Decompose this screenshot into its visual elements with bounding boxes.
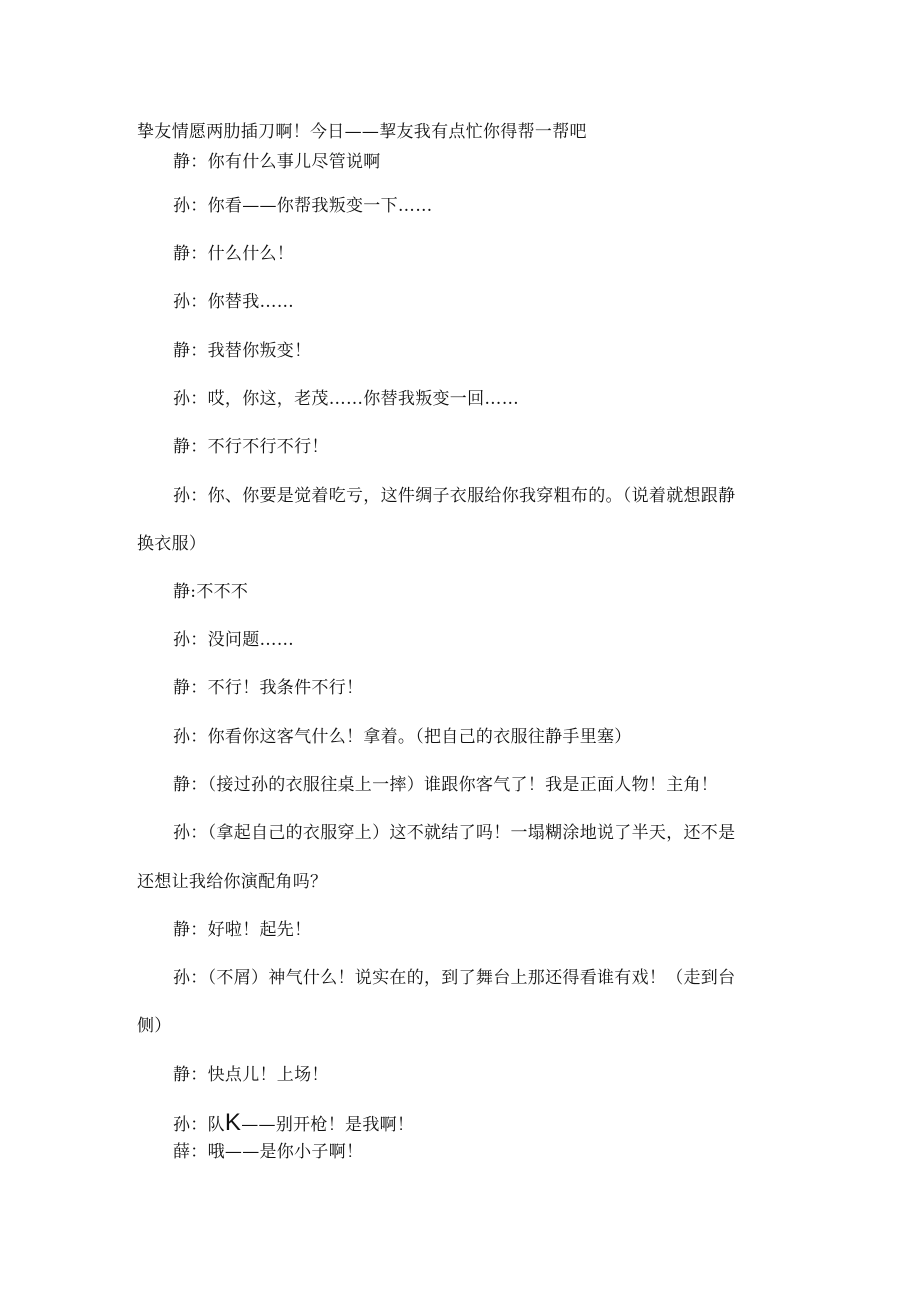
script-line: 静：（接过孙的衣服往桌上一摔）谁跟你客气了！我是正面人物！主角！ <box>173 775 719 795</box>
script-line: 静：好啦！起先！ <box>173 920 312 940</box>
script-line: 静：你有什么事儿尽管说啊 <box>173 152 381 172</box>
script-line: 孙：没问题…… <box>173 630 295 650</box>
script-line: 薛：哦——是你小子啊！ <box>173 1142 364 1162</box>
script-line: 孙：你看你这客气什么！拿着。（把自己的衣服往静手里塞） <box>173 727 632 747</box>
large-k-glyph: K <box>224 1109 242 1136</box>
script-line: 静:不不不 <box>173 582 249 602</box>
script-line-suffix: ——别开枪！是我啊！ <box>241 1115 415 1135</box>
script-line: 挚友情愿两肋插刀啊！今日——挈友我有点忙你得帮一帮吧 <box>137 122 587 142</box>
script-line: 静：快点儿！上场！ <box>173 1065 329 1085</box>
script-line: 孙：哎，你这，老茂……你替我叛变一回…… <box>173 389 519 409</box>
script-line: 孙：（不屑）神气什么！说实在的，到了舞台上那还得看谁有戏！（走到台 <box>173 968 736 988</box>
script-line-prefix: 孙：队 <box>173 1115 225 1135</box>
script-line: 还想让我给你演配角吗？ <box>137 872 328 892</box>
script-line: 换衣服） <box>137 534 207 554</box>
script-line: 孙：你、你要是觉着吃亏，这件绸子衣服给你我穿粗布的。（说着就想跟静 <box>173 486 736 506</box>
script-line: 静：我替你叛变！ <box>173 341 312 361</box>
script-line: 孙：你替我…… <box>173 292 295 312</box>
script-line: 静：不行不行不行！ <box>173 437 329 457</box>
script-line: 孙：你看——你帮我叛变一下…… <box>173 196 433 216</box>
script-line: 侧） <box>137 1016 172 1036</box>
script-line: 静：不行！我条件不行！ <box>173 678 364 698</box>
script-line: 孙：（拿起自己的衣服穿上）这不就结了吗！一塌糊涂地说了半天，还不是 <box>173 823 736 843</box>
script-line-with-k <box>173 1109 415 1136</box>
script-line: 静：什么什么！ <box>173 244 295 264</box>
